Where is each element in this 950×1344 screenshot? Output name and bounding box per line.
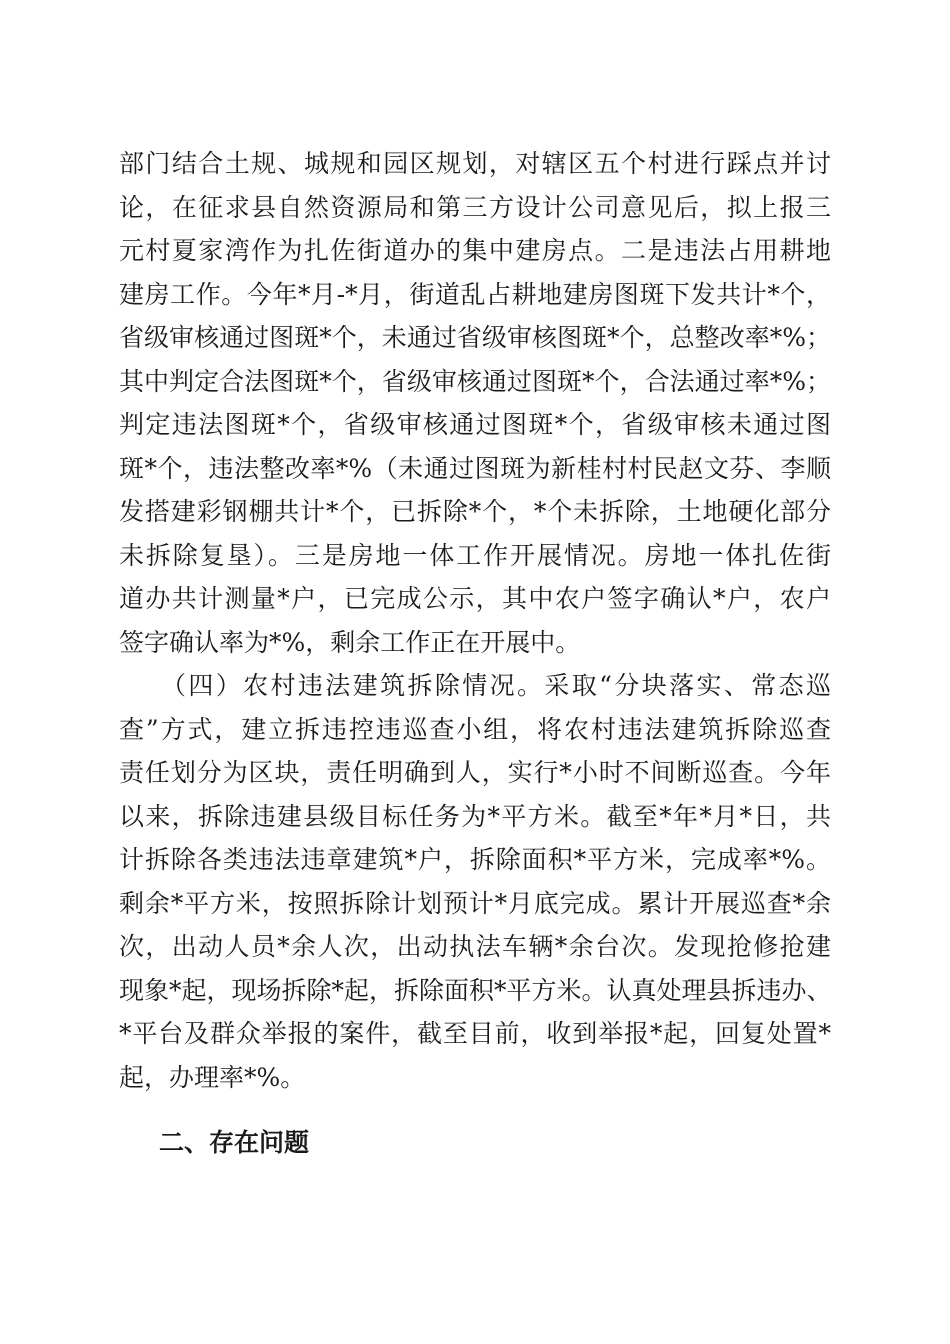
text-line: 发搭建彩钢棚共计*个，已拆除*个，*个未拆除，土地硬化部分 — [119, 497, 831, 526]
text-line: 未拆除复垦）。三是房地一体工作开展情况。房地一体扎佐街 — [119, 540, 831, 570]
text-line: 论，在征求县自然资源局和第三方设计公司意见后，拟上报三 — [119, 192, 831, 222]
text-line: *平台及群众举报的案件，截至目前，收到举报*起，回复处置* — [119, 1019, 831, 1048]
paragraph-1 — [119, 142, 831, 664]
text-line: 部门结合土规、城规和园区规划，对辖区五个村进行踩点并讨 — [119, 149, 831, 178]
text-line: （四）农村违法建筑拆除情况。采取“分块落实、常态巡 — [161, 671, 831, 700]
text-line: 判定违法图斑*个，省级审核通过图斑*个，省级审核未通过图 — [119, 410, 831, 439]
text-line: 斑*个，违法整改率*%（未通过图斑为新桂村村民赵文芬、李顺 — [119, 453, 831, 483]
text-line: 起，办理率*%。 — [119, 1062, 306, 1092]
text-line: 次，出动人员*余人次，出动执法车辆*余台次。发现抢修抢建 — [119, 932, 831, 961]
paragraph-2 — [119, 664, 831, 1099]
text-line: 责任划分为区块，责任明确到人，实行*小时不间断巡查。今年 — [119, 758, 831, 787]
section-heading: 二、存在问题 — [159, 1128, 310, 1157]
text-line: 省级审核通过图斑*个，未通过省级审核图斑*个，总整改率*%； — [119, 323, 831, 352]
text-line: 签字确认率为*%，剩余工作正在开展中。 — [119, 627, 581, 657]
text-line: 查”方式，建立拆违控违巡查小组，将农村违法建筑拆除巡查 — [119, 714, 831, 744]
text-line: 现象*起，现场拆除*起，拆除面积*平方米。认真处理县拆违办、 — [119, 975, 832, 1005]
text-line: 建房工作。今年*月-*月，街道乱占耕地建房图斑下发共计*个， — [119, 279, 831, 309]
text-line: 元村夏家湾作为扎佐街道办的集中建房点。二是违法占用耕地 — [119, 236, 831, 265]
text-line: 剩余*平方米，按照拆除计划预计*月底完成。累计开展巡查*余 — [119, 888, 831, 918]
document-body — [119, 142, 831, 1099]
text-line: 其中判定合法图斑*个，省级审核通过图斑*个，合法通过率*%； — [119, 366, 831, 396]
text-line: 道办共计测量*户，已完成公示，其中农户签字确认*户，农户 — [119, 584, 831, 613]
text-line: 以来，拆除违建县级目标任务为*平方米。截至*年*月*日，共 — [119, 801, 831, 831]
text-line: 计拆除各类违法违章建筑*户，拆除面积*平方米，完成率*%。 — [119, 845, 831, 874]
